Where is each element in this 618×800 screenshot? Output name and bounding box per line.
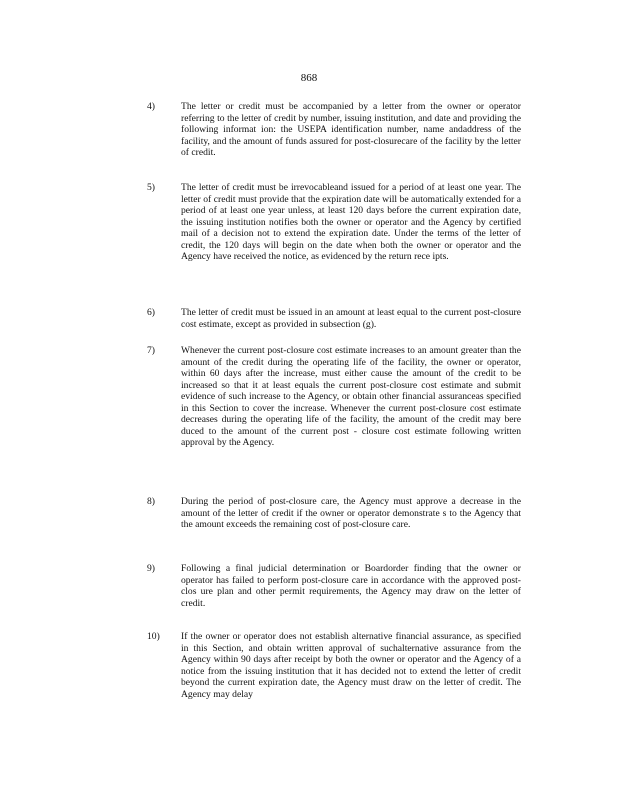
item-text: The letter of credit must be irrevocableand issued for a period of at least one year. The letter of credit must provide that the expiration date will be automatically extended for a period of at least one year unless, at least 120 days before the current expiration date, the issuing institution notifies both the owner or operator and the Agency by certified mail of a decision not to extend the expiration date. Under the terms of the letter of credit, the 120 days will begin on the date when both the owner or operator and the Agency have received the notice, as evidenced by the return rece ipts. (181, 182, 521, 262)
item-number: 8) (147, 496, 155, 507)
item-text: The letter or credit must be accompanied by a letter from the owner or operator referring to the letter of credit by number, issuing institution, and date and providing the following informat ion: the USEPA identification number, name andaddress of the facility, and the amount of funds assured for post-closurecare of the facility by the letter of credit. (181, 101, 521, 158)
item-text: During the period of post-closure care, the Agency must approve a decrease in the amount of the letter of credit if the owner or operator demonstrate s to the Agency that the amount exceeds the remaining cost of post-closure care. (181, 496, 521, 530)
item-number: 5) (147, 182, 155, 193)
item-number: 7) (147, 345, 155, 356)
item-number: 9) (147, 563, 155, 574)
item-text: The letter of credit must be issued in an amount at least equal to the current post-closure cost estimate, except as provided in subsection (g). (181, 307, 521, 330)
item-text: If the owner or operator does not establish alternative financial assurance, as specified in this Section, and obtain written approval of suchalternative assurance from the Agency within 90 days after receipt by both the owner or operator and the Agency of a notice from the issuing institution that it has decided not to extend the letter of credit beyond the current expiration date, the Agency must draw on the letter of credit. The Agency may delay (181, 631, 521, 700)
item-number: 6) (147, 307, 155, 318)
item-text: Following a final judicial determination or Boardorder finding that the owner or operator has failed to perform post-closure care in accordance with the approved post-clos ure plan and other permit requirements, the Agency may draw on the letter of credit. (181, 563, 521, 609)
item-number: 10) (147, 631, 160, 642)
item-text: Whenever the current post-closure cost estimate increases to an amount greater than the amount of the credit during the operating life of the facility, the owner or operator, within 60 days after the increase, must either cause the amount of the credit to be increased so that it at least equals the current post-closure cost estimate and submit evidence of such increase to the Agency, or obtain other financial assuranceas specified in this Section to cover the increase. Whenever the current post-closure cost estimate decreases during the operating life of the facility, the amount of the credit may bere duced to the amount of the current post - closure cost estimate following written approval by the Agency. (181, 345, 521, 448)
item-number: 4) (147, 101, 155, 112)
page-number: 868 (300, 72, 318, 84)
